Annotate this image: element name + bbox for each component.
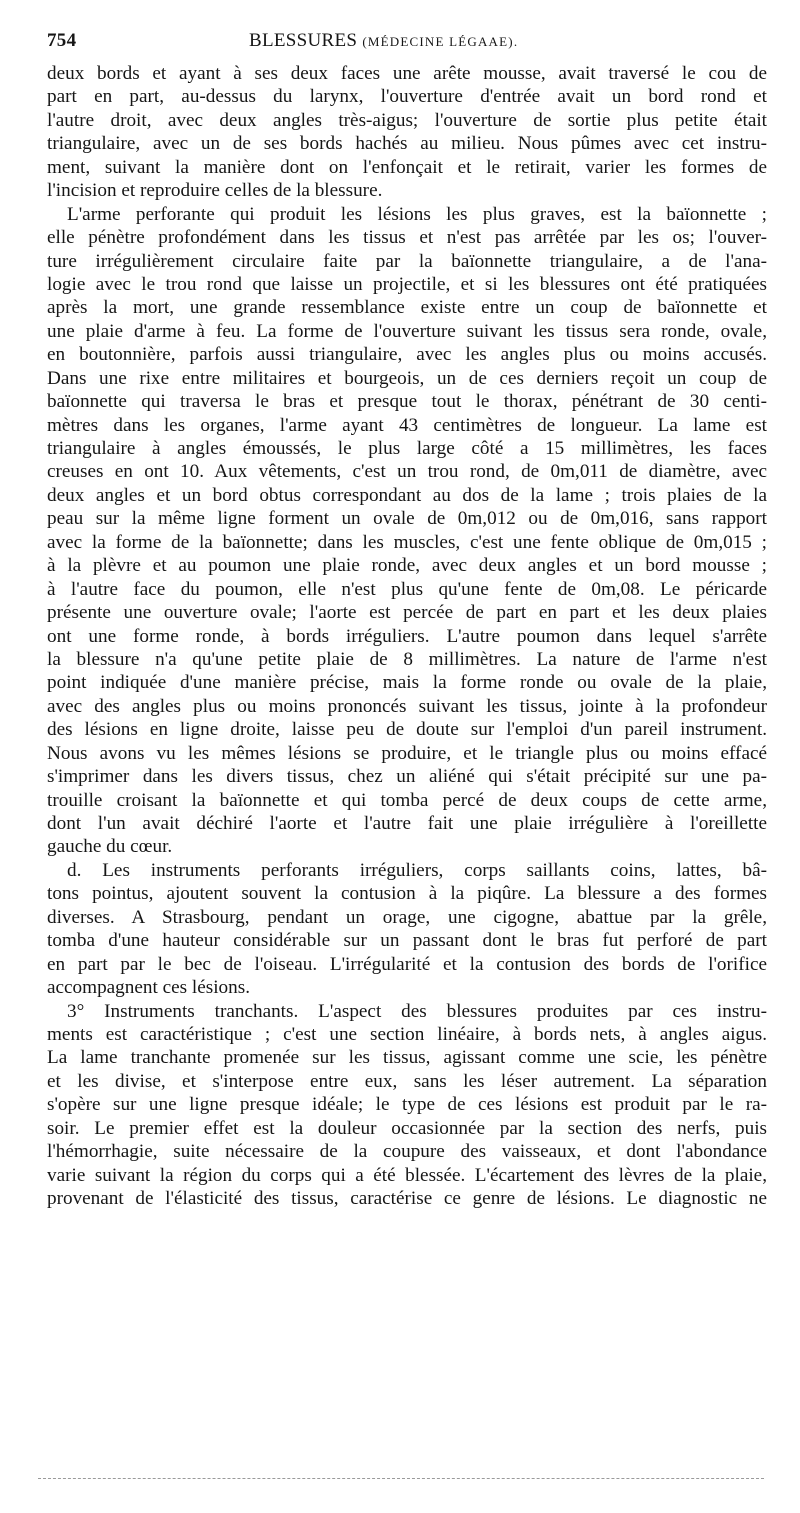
- running-head: [47, 30, 767, 60]
- text-line: soir. Le premier effet est la douleur occasionnée par la section des nerfs, puis: [47, 1117, 767, 1139]
- text-line: l'autre droit, avec deux angles très-aigus; l'ouverture de sortie plus petite était: [47, 109, 767, 131]
- text-line: une plaie d'arme à feu. La forme de l'ouverture suivant les tissus sera ronde, ovale,: [47, 320, 767, 342]
- text-line: la blessure n'a qu'une petite plaie de 8 millimètres. La nature de l'arme n'est: [47, 648, 767, 670]
- text-line: baïonnette qui traversa le bras et presque tout le thorax, pénétrant de 30 centi-: [47, 391, 767, 413]
- text-line: ment, suivant la manière dont on l'enfonçait et le retirait, varier les formes de: [47, 156, 767, 178]
- text-line: s'imprimer dans les divers tissus, chez un aliéné qui s'était précipité sur une pa-: [47, 766, 767, 788]
- text-line: trouille croisant la baïonnette et qui tomba percé de deux coups de cette arme,: [47, 789, 767, 811]
- text-line: tons pointus, ajoutent souvent la contusion à la piqûre. La blessure a des formes: [47, 883, 767, 905]
- text-line: s'opère sur une ligne presque idéale; le type de ces lésions est produit par le ra-: [47, 1094, 767, 1116]
- paragraph-start-line: L'arme perforante qui produit les lésions les plus graves, est la baïonnette ;: [67, 203, 767, 225]
- text-line: en part par le bec de l'oiseau. L'irrégularité et la contusion des bords de l'orifice: [47, 953, 767, 975]
- text-line: varie suivant la région du corps qui a été blessée. L'écartement des lèvres de la plaie,: [47, 1164, 767, 1186]
- text-line: à l'autre face du poumon, elle n'est plus qu'une fente de 0m,08. Le péricarde: [47, 578, 767, 600]
- text-line: triangulaire, avec un de ses bords hachés au milieu. Nous pûmes avec cet instru-: [47, 133, 767, 155]
- text-line: creuses en ont 10. Aux vêtements, c'est un trou rond, de 0m,011 de diamètre, avec: [47, 461, 767, 483]
- text-line: elle pénètre profondément dans les tissus et n'est pas arrêtée par les os; l'ouver-: [47, 227, 767, 249]
- text-line: mètres dans les organes, l'arme ayant 43 centimètres de longueur. La lame est: [47, 414, 767, 436]
- paragraph-start-line: d. Les instruments perforants irréguliers, corps saillants coins, lattes, bâ-: [67, 859, 767, 881]
- running-title-main: BLESSURES: [249, 30, 358, 51]
- text-line: ments est caractéristique ; c'est une section linéaire, à bords nets, à angles aigus.: [47, 1023, 767, 1045]
- text-line: en boutonnière, parfois aussi triangulaire, avec les angles plus ou moins accusés.: [47, 344, 767, 366]
- text-line: l'hémorrhagie, suite nécessaire de la coupure des vaisseaux, et dont l'abondance: [47, 1141, 767, 1163]
- paragraph-start-line: 3° Instruments tranchants. L'aspect des blessures produites par ces instru-: [67, 1000, 767, 1022]
- running-title-sub: (MÉDECINE LÉGAAE).: [362, 34, 519, 49]
- text-line: triangulaire à angles émoussés, le plus large côté a 15 millimètres, les faces: [47, 438, 767, 459]
- text-line: deux bords et ayant à ses deux faces une arête mousse, avait traversé le cou de: [47, 63, 767, 84]
- text-line: dont l'un avait déchiré l'aorte et l'autre fait une plaie irrégulière à l'oreillette: [47, 813, 767, 834]
- footer-rule: [38, 1478, 764, 1479]
- text-line: peau sur la même ligne forment un ovale de 0m,012 ou de 0m,016, sans rapport: [47, 508, 767, 530]
- body-text: [47, 62, 767, 1210]
- text-line: avec la forme de la baïonnette; dans les muscles, c'est une fente oblique de 0m,015 ;: [47, 531, 767, 553]
- text-line: point indiquée d'une manière précise, mais la forme ronde ou ovale de la plaie,: [47, 672, 767, 694]
- text-line: accompagnent ces lésions.: [47, 977, 250, 999]
- text-line: Nous avons vu les mêmes lésions se produire, et le triangle plus ou moins effacé: [47, 742, 767, 764]
- text-line: présente une ouverture ovale; l'aorte est percée de part en part et les deux plaies: [47, 602, 767, 624]
- text-line: diverses. A Strasbourg, pendant un orage, une cigogne, abattue par la grêle,: [47, 906, 767, 928]
- text-line: l'incision et reproduire celles de la blessure.: [47, 180, 383, 202]
- text-line: et les divise, et s'interpose entre eux, sans les léser autrement. La séparation: [47, 1070, 767, 1092]
- text-line: gauche du cœur.: [47, 836, 173, 858]
- page-number: 754: [47, 30, 77, 51]
- text-line: des lésions en ligne droite, laisse peu de doute sur l'emploi d'un pareil instrument.: [47, 719, 767, 741]
- running-title: [249, 30, 518, 52]
- text-line: provenant de l'élasticité des tissus, caractérise ce genre de lésions. Le diagnostic ne: [47, 1188, 767, 1209]
- text-line: logie avec le trou rond que laisse un projectile, et si les blessures ont été pratiquées: [47, 273, 767, 295]
- text-line: Dans une rixe entre militaires et bourgeois, un de ces derniers reçoit un coup de: [47, 367, 767, 389]
- text-line: ont une forme ronde, à bords irréguliers. L'autre poumon dans lequel s'arrête: [47, 625, 767, 647]
- text-line: à la plèvre et au poumon une plaie ronde, avec deux angles et un bord mousse ;: [47, 555, 767, 577]
- text-line: avec des angles plus ou moins prononcés suivant les tissus, jointe à la profondeur: [47, 695, 767, 717]
- text-line: après la mort, une grande ressemblance existe entre un coup de baïonnette et: [47, 297, 767, 319]
- text-line: La lame tranchante promenée sur les tissus, agissant comme une scie, les pénètre: [47, 1047, 767, 1069]
- text-line: ture irrégulièrement circulaire faite par la baïonnette triangulaire, a de l'ana-: [47, 250, 767, 272]
- text-line: deux angles et un bord obtus correspondant au dos de la lame ; trois plaies de la: [47, 484, 767, 506]
- text-line: tomba d'une hauteur considérable sur un passant dont le bras fut perforé de part: [47, 930, 767, 952]
- text-line: part en part, au-dessus du larynx, l'ouverture d'entrée avait un bord rond et: [47, 86, 767, 108]
